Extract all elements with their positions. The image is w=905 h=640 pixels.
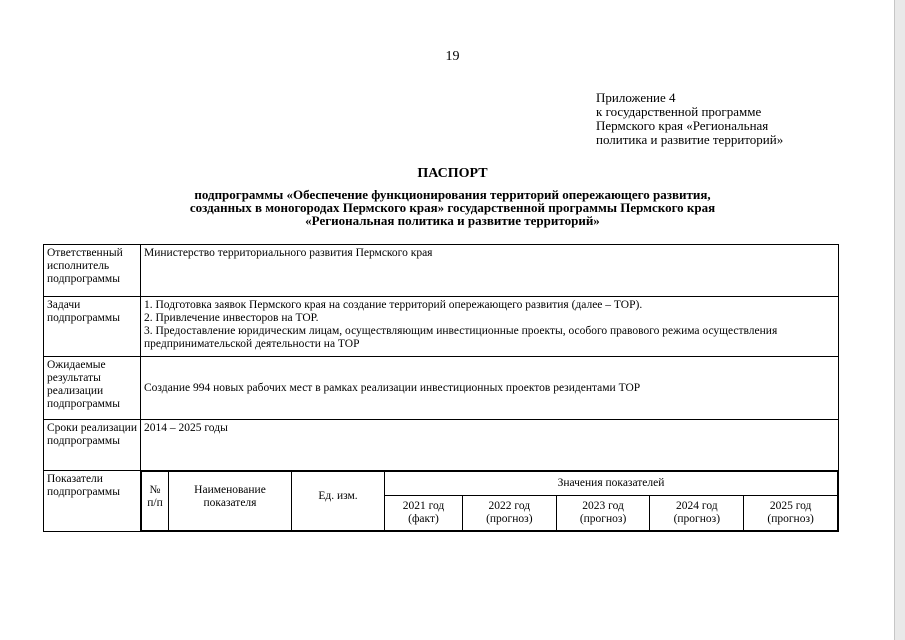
responsible-label: Ответственный исполнитель подпрограммы — [44, 245, 141, 297]
row-terms — [44, 420, 839, 471]
task-item: 1. Подготовка заявок Пермского края на создание территорий опережающего развития (далее – ТОР). — [144, 299, 643, 311]
appendix-line: Приложение 4 — [596, 90, 676, 105]
row-results — [44, 357, 839, 420]
indicators-table — [141, 471, 838, 531]
values-header: Значения показателей — [385, 472, 838, 496]
passport-table — [43, 244, 839, 532]
appendix-line: к государственной программе — [596, 104, 762, 119]
appendix-line: политика и развитие территорий» — [596, 132, 784, 147]
scan-edge — [894, 0, 905, 640]
tasks-value — [141, 297, 839, 357]
terms-label: Сроки реализации подпрограммы — [44, 420, 141, 471]
indicators-cell — [141, 471, 839, 532]
appendix-line: Пермского края «Региональная — [596, 118, 769, 133]
document-title: ПАСПОРТ — [417, 166, 488, 181]
num-header: № п/п — [142, 472, 169, 531]
responsible-value: Министерство территориального развития Пермского края — [141, 245, 839, 297]
subtitle-line: созданных в моногородах Пермского края» государственной программы Пермского края — [189, 200, 716, 215]
year-header: 2021 год (факт) — [385, 496, 463, 531]
year-header: 2024 год (прогноз) — [650, 496, 744, 531]
row-indicators — [44, 471, 839, 532]
year-header: 2022 год (прогноз) — [462, 496, 556, 531]
task-item: 3. Предоставление юридическим лицам, осуществляющим инвестиционные проекты, особого правового режима осуществления предпринимательской деятельности на ТОР — [144, 325, 778, 350]
indicators-header-row — [142, 472, 838, 496]
results-value: Создание 994 новых рабочих мест в рамках реализации инвестиционных проектов резидентами ТОР — [141, 357, 839, 420]
year-header: 2025 год (прогноз) — [744, 496, 838, 531]
page-number: 19 — [445, 49, 460, 64]
row-tasks — [44, 297, 839, 357]
task-item: 2. Привлечение инвесторов на ТОР. — [144, 312, 319, 324]
appendix-note — [596, 91, 783, 147]
subtitle-line: «Региональная политика и развитие территорий» — [305, 213, 600, 228]
indicators-label: Показатели подпрограммы — [44, 471, 141, 532]
tasks-label: Задачи подпрограммы — [44, 297, 141, 357]
results-label: Ожидаемые результаты реализации подпрограммы — [44, 357, 141, 420]
unit-header: Ед. изм. — [292, 472, 385, 531]
year-header: 2023 год (прогноз) — [556, 496, 650, 531]
document-subtitle — [0, 188, 905, 227]
name-header: Наименование показателя — [169, 472, 292, 531]
terms-value: 2014 – 2025 годы — [141, 420, 839, 471]
subtitle-line: подпрограммы «Обеспечение функционирования территорий опережающего развития, — [194, 187, 711, 202]
row-responsible — [44, 245, 839, 297]
